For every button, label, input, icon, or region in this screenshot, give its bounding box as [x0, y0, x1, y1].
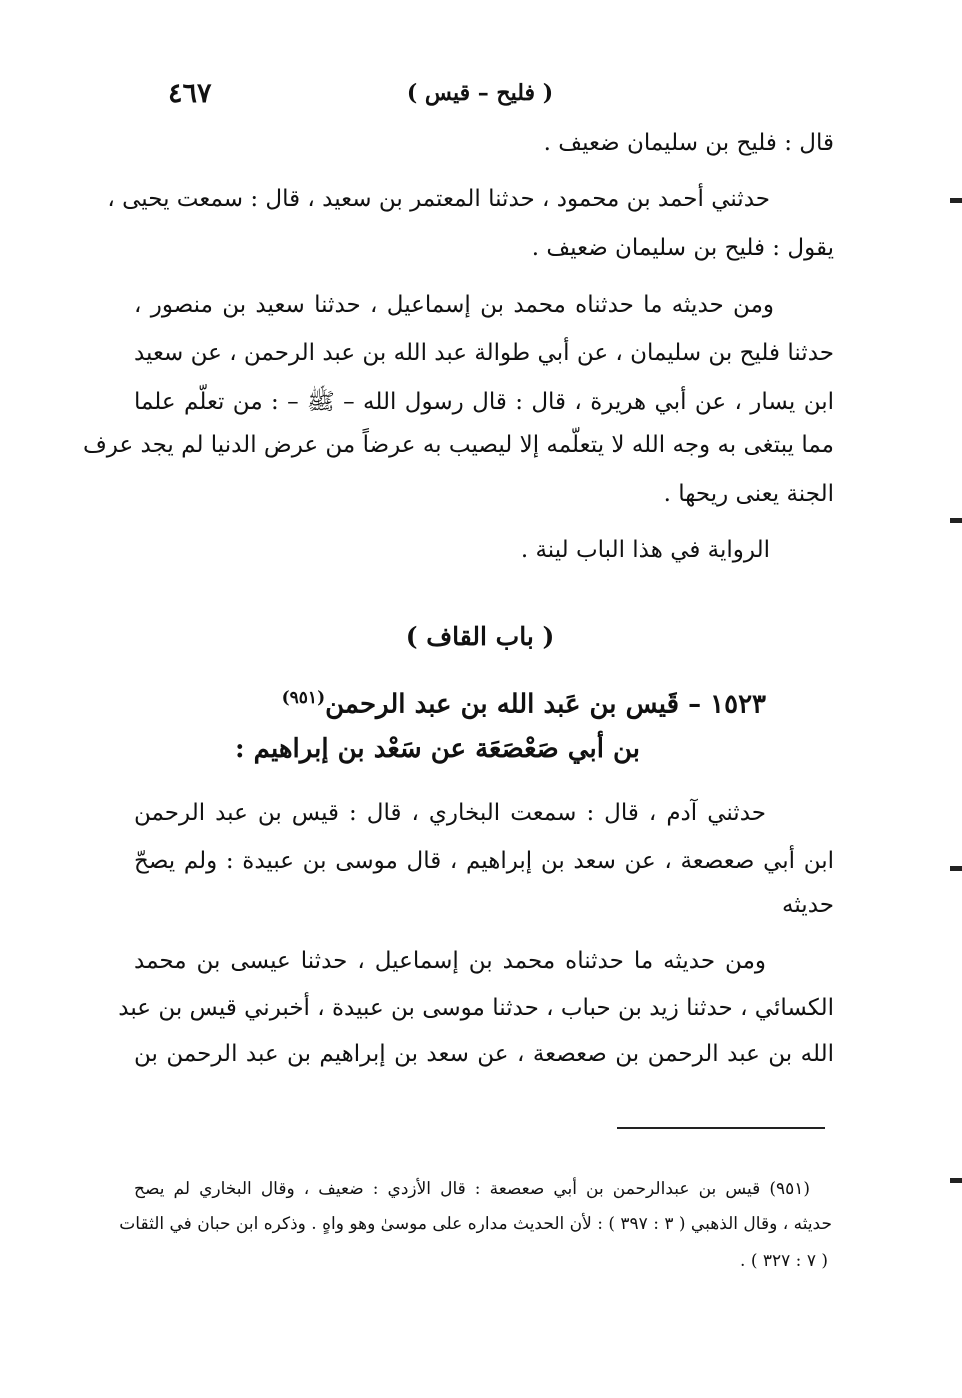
footnote-reference: (٩٥١) — [281, 688, 326, 708]
footnote-line: ( ٧ : ٣٢٧ ) . — [740, 1251, 828, 1271]
body-line: مما يبتغى به وجه الله لا يتعلّمه إلا ليصيب به عرضاً من عرض الدنيا لم يجد عرف — [82, 432, 834, 458]
scan-edge-mark — [950, 866, 962, 871]
running-head: ( فليح – قيس ) — [406, 80, 554, 106]
entry-line: حديثه — [782, 892, 834, 918]
body-line: قال : فليح بن سليمان ضعيف . — [543, 130, 834, 156]
body-line: ومن حديثه ما حدثناه محمد بن إسماعيل ، حدثنا سعيد بن منصور ، — [134, 292, 774, 318]
body-line: حدثنا فليح بن سليمان ، عن أبي طوالة عبد الله بن عبد الرحمن ، عن سعيد — [133, 340, 834, 366]
entry-line: الكسائي ، حدثنا زيد بن حباب ، حدثنا موسى بن عبيدة ، أخبرني قيس بن عبد — [118, 995, 834, 1021]
body-line: حدثني أحمد بن محمود ، حدثنا المعتمر بن سعيد ، قال : سمعت يحيى ، — [107, 186, 770, 212]
body-line: يقول : فليح بن سليمان ضعيف . — [531, 235, 834, 261]
section-title: ( باب القاف ) — [405, 622, 555, 651]
entry-number: ١٥٢٣ — [710, 689, 766, 720]
entry-heading-line2: بن أبي صَعْصَعَة عن سَعْد بن إبراهيم : — [235, 734, 640, 764]
entry-heading — [282, 688, 766, 720]
body-line: ابن يسار ، عن أبي هريرة ، قال : قال رسول الله – ﷺ – : من تعلّم علما — [134, 389, 834, 415]
entry-line: حدثني آدم ، قال : سمعت البخاري ، قال : قيس بن عبد الرحمن — [134, 800, 766, 826]
footnote-line: (٩٥١) قيس بن عبدالرحمن بن أبي صعصعة : قال الأزدي : ضعيف ، وقال البخاري لم يصح — [134, 1179, 810, 1199]
body-line: الجنة يعنى ريحها . — [663, 481, 834, 507]
scan-edge-mark — [950, 518, 962, 523]
footnote-rule — [617, 1127, 825, 1129]
footnote-line: حديثه ، وقال الذهبي ( ٣ : ٣٩٧ ) : لأن الحديث مداره على موسىٰ وهو واهٍ . وذكره ابن حبان في الثقات — [119, 1214, 832, 1234]
entry-name: قَيس بن عَبد الله بن عبد الرحمن — [325, 689, 680, 720]
entry-line: الله بن عبد الرحمن بن صعصعة ، عن سعد بن إبراهيم بن عبد الرحمن بن — [134, 1041, 834, 1067]
entry-line: ومن حديثه ما حدثناه محمد بن إسماعيل ، حدثنا عيسى بن محمد — [134, 948, 766, 974]
scan-edge-mark — [950, 1178, 962, 1183]
body-line: الرواية في هذا الباب لينة . — [520, 537, 770, 563]
entry-dash: – — [688, 689, 702, 720]
entry-line: ابن أبي صعصعة ، عن سعد بن إبراهيم ، قال موسى بن عبيدة : ولم يصحّ — [134, 848, 834, 874]
page-number: ٤٦٧ — [168, 78, 212, 109]
scan-edge-mark — [950, 198, 962, 203]
